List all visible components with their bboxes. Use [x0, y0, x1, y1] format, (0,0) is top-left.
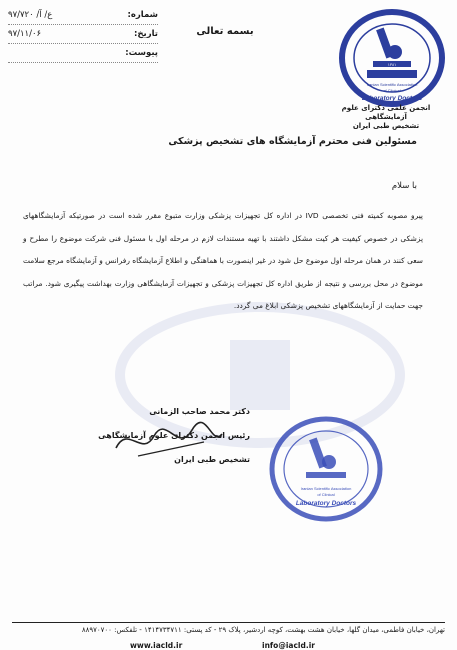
- org-name: [323, 104, 449, 131]
- letter-body: [23, 205, 423, 318]
- meta-number-label: شماره:: [127, 10, 158, 20]
- meta-number-row: [8, 6, 158, 25]
- body-paragraph: پیرو مصوبه کمیته فنی تخصصی IVD در اداره کل تجهیزات پزشکی وزارت متبوع مقرر شده است در صورتیکه آزمایشگاههای پزشکی در خصوص کیفیت هر کیت مشکل داشتند با تهیه مستندات لازم در مرحله اول با مسئول فنی شرکت موضوع را مطرح و سعی کنند در همان مرحله اول موضوع حل شود در غیر اینصورت با هماهنگی و اطلاع آزمایشگاه رفرانس و آزمایشگاه مرجع سلامت موضوع در محل بررسی و نتیجه از طریق اداره کل تجهیزات پزشکی و تجهیزات آزمایشگاهی وزارت بهداشت پیگیری شود. مراتب جهت حمایت از آزمایشگاههای تشخیص پزشکی ابلاغ می گردد.: [23, 211, 423, 310]
- stamp-text-en3: Laboratory Doctors: [295, 500, 357, 507]
- footer-divider: [12, 622, 445, 623]
- letter-meta: [8, 6, 158, 63]
- bismillah-heading: بسمه تعالی: [196, 26, 254, 37]
- handwritten-signature: [108, 418, 228, 464]
- org-name-line1: انجمن علمی دکترای علوم آزمایشگاهی: [341, 104, 431, 121]
- signer-title-1: رئیس انجمن دکترای علوم آزمایشگاهی: [98, 431, 250, 440]
- footer-email[interactable]: info@iacld.ir: [262, 641, 315, 650]
- stamp-text-en1: Iranian Scientific Association: [300, 486, 352, 491]
- recipient-line: مسئولین فنی محترم آزمایشگاه های تشخیص پزشکی: [168, 136, 417, 147]
- meta-date-row: [8, 25, 158, 44]
- meta-attachment-row: [8, 44, 158, 63]
- official-stamp: [266, 414, 386, 524]
- logo-text-en1: Iranian Scientific Association: [366, 82, 418, 87]
- logo-year: ۱۳۸۱: [387, 62, 397, 67]
- signer-name: دکتر محمد صاحب الزمانی: [149, 407, 250, 416]
- meta-date-value: ۹۷/۱۱/۰۶: [8, 29, 42, 39]
- stamp-text-en2: of Clinical: [317, 492, 335, 497]
- footer-address: تهران، خیابان فاطمی، میدان گلها، خیابان هشت بهشت، کوچه اردشیر، پلاک ۲۹ - کد پستی: ۱۴۱۴۷۳۴۷۱۱ - تلفکس: ۸۸۹۷۰۷۰۰: [81, 626, 445, 634]
- meta-attachment-label: پیوست:: [125, 48, 158, 58]
- logo-text-en3: Laboratory Doctors: [361, 95, 423, 102]
- meta-number-value: ۹۷/۷۲۰ /ع/ آ: [8, 10, 53, 20]
- association-logo: [337, 6, 447, 116]
- org-name-line2: تشخیص طبی ایران: [352, 122, 420, 130]
- meta-date-label: تاریخ:: [134, 29, 158, 39]
- logo-text-en2: of Clinical: [383, 88, 401, 93]
- greeting: با سلام: [391, 181, 417, 191]
- signer-title-2: تشخیص طبی ایران: [174, 455, 250, 464]
- footer-website[interactable]: www.iacld.ir: [130, 641, 183, 650]
